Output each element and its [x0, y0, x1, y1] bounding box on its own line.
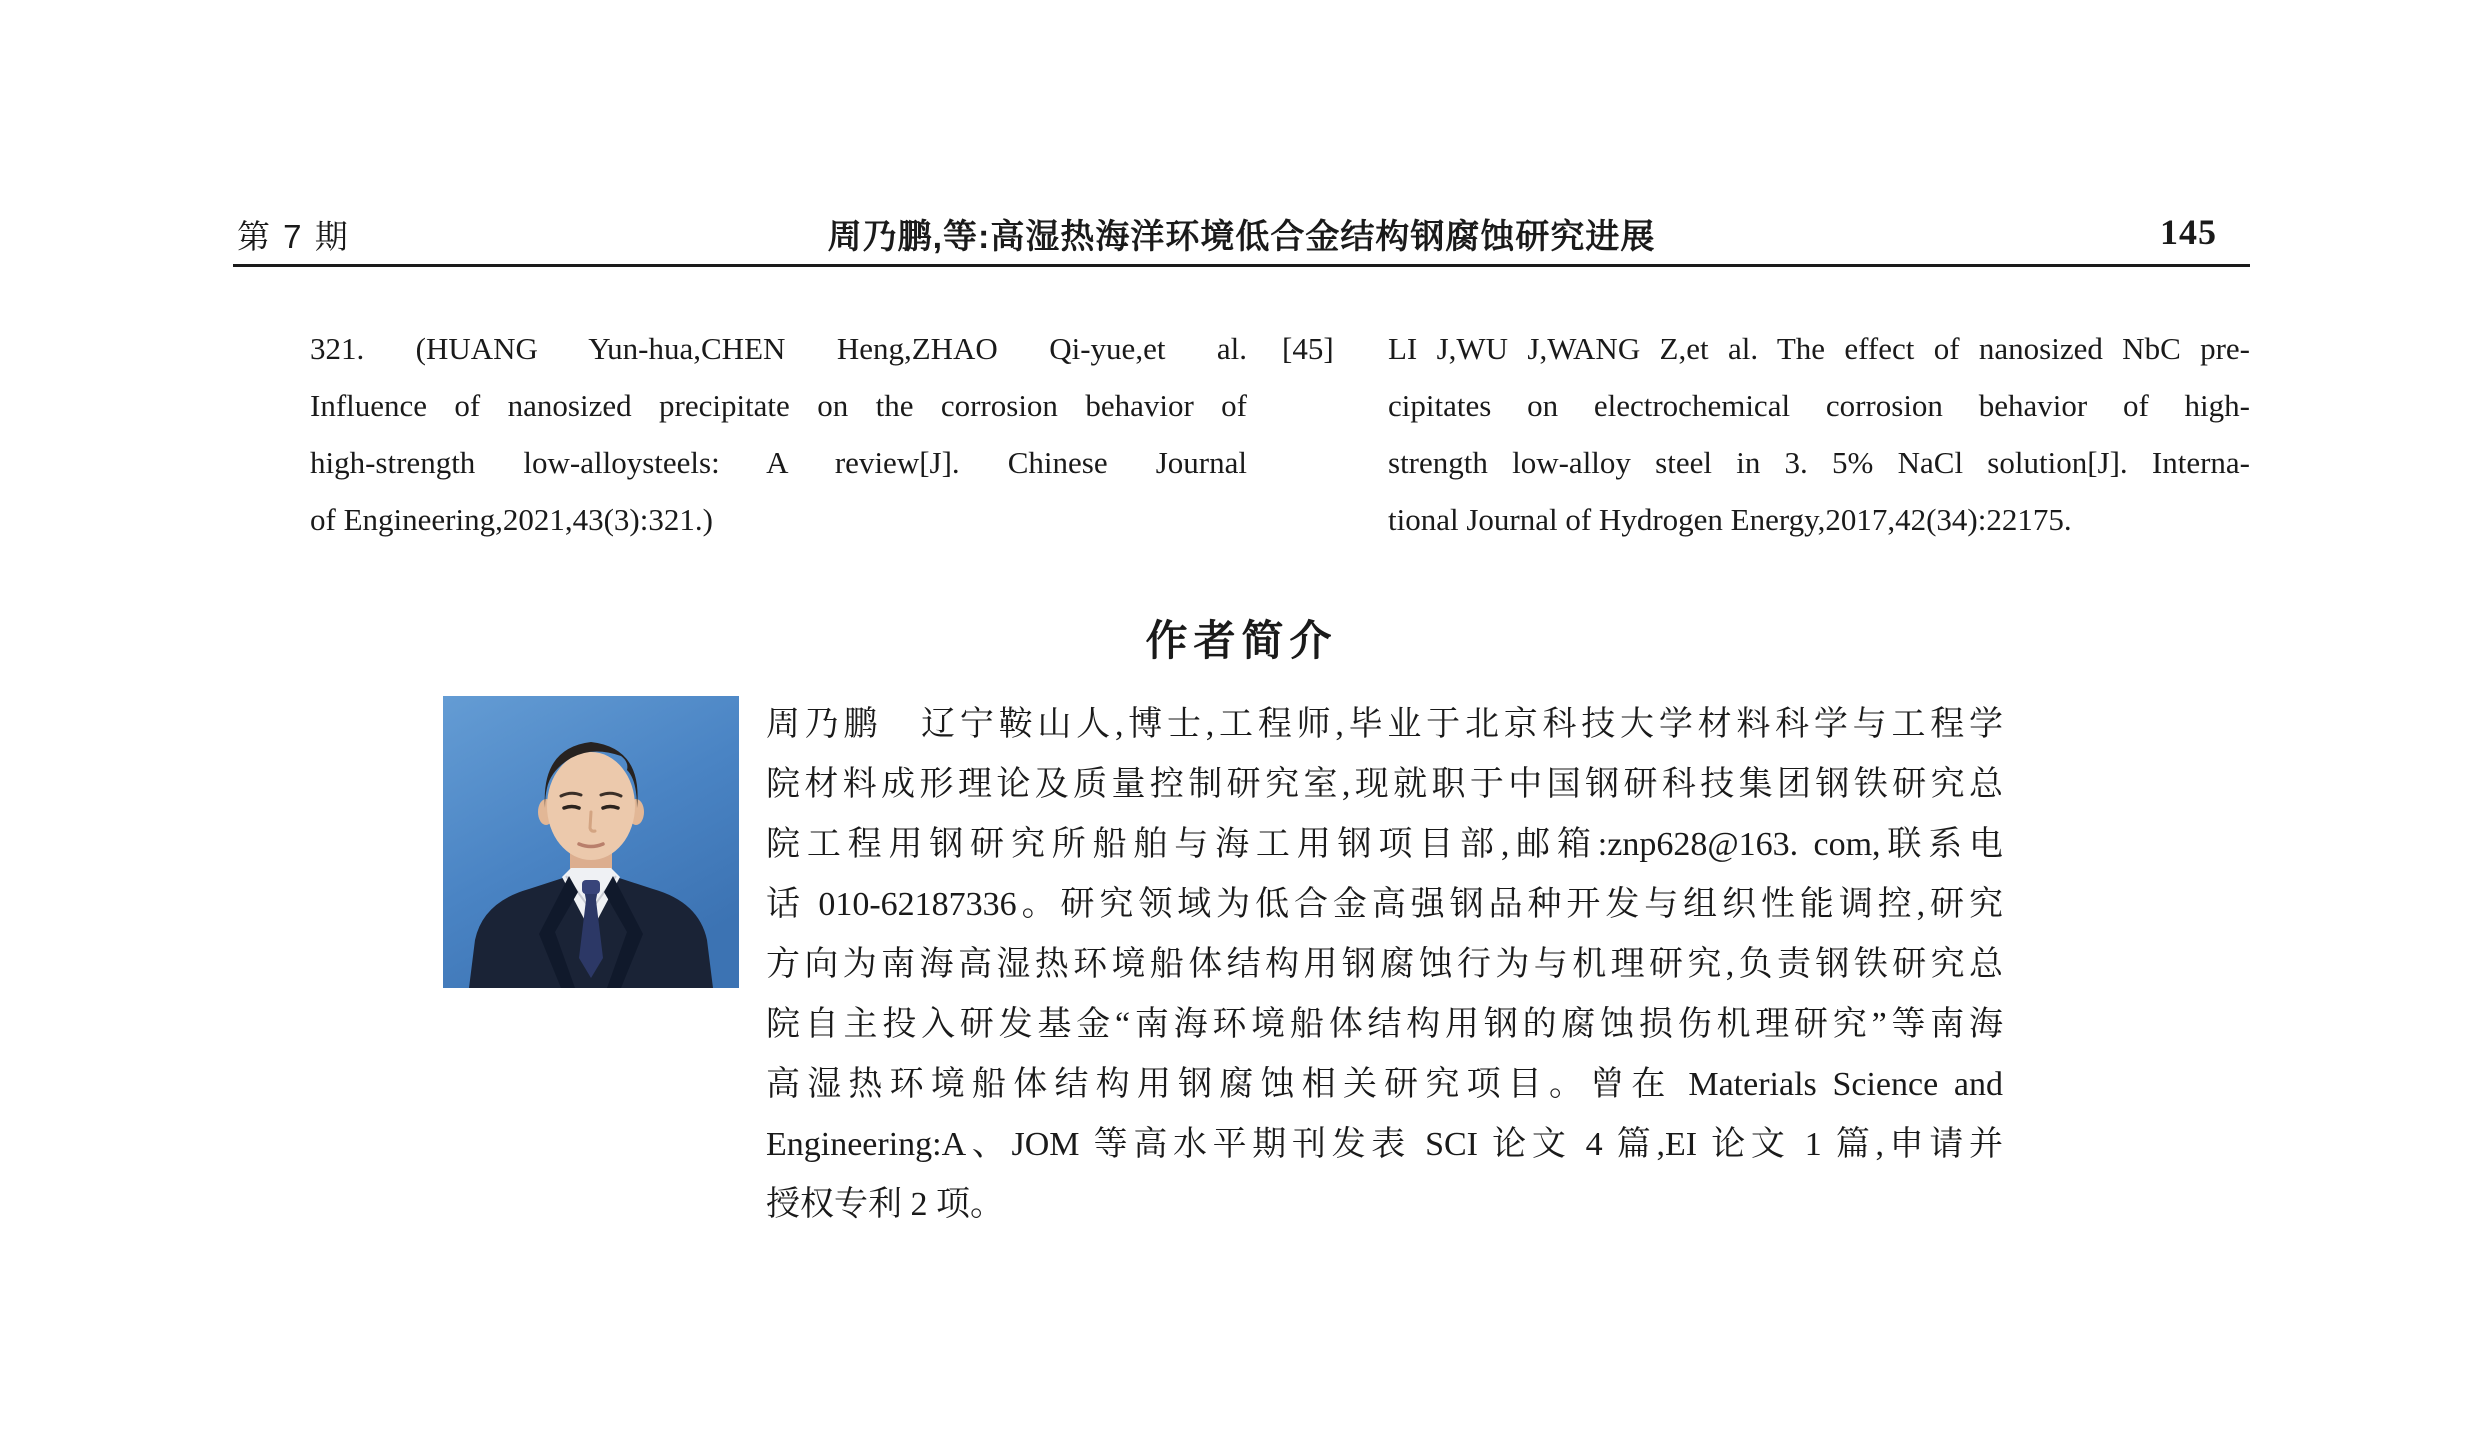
bio-line: 授权专利 2 项。 — [766, 1186, 1004, 1223]
bio-line: 高湿热环境船体结构用钢腐蚀相关研究项目。曾在 Materials Science and — [766, 1066, 2003, 1103]
reference-line: strength low-alloy steel in 3. 5% NaCl solution[J]. Interna- — [1388, 445, 2250, 480]
bio-line: 院自主投入研发基金“南海环境船体结构用钢的腐蚀损伤机理研究”等南海 — [766, 1006, 2003, 1043]
author-bio-title: 作者简介 — [1145, 617, 1338, 664]
bio-line: 院工程用钢研究所船舶与海工用钢项目部,邮箱:znp628@163. com,联系电 — [766, 826, 2003, 863]
reference-line: of Engineering,2021,43(3):321.) — [310, 502, 713, 537]
reference-line: cipitates on electrochemical corrosion behavior of high- — [1388, 388, 2250, 423]
page-number: 145 — [2160, 212, 2217, 252]
reference-line: high-strength low-alloysteels: A review[J]. Chinese Journal — [310, 445, 1247, 480]
reference-line: 321. (HUANG Yun-hua,CHEN Heng,ZHAO Qi-yue,et al. — [310, 331, 1247, 366]
running-title: 周乃鹏,等:高湿热海洋环境低合金结构钢腐蚀研究进展 — [827, 218, 1656, 256]
reference-line: Influence of nanosized precipitate on the corrosion behavior of — [310, 388, 1247, 423]
reference-marker: [45] — [1282, 331, 1334, 366]
bio-line: 方向为南海高湿热环境船体结构用钢腐蚀行为与机理研究,负责钢铁研究总 — [766, 946, 2003, 983]
reference-left-column — [310, 320, 1247, 548]
reference-line: tional Journal of Hydrogen Energy,2017,42(34):22175. — [1388, 502, 2072, 537]
reference-right-column — [1388, 320, 2250, 548]
bio-line: Engineering:A、JOM 等高水平期刊发表 SCI 论文 4 篇,EI 论文 1 篇,申请并 — [766, 1126, 2003, 1163]
tie-knot — [582, 880, 600, 894]
bio-line: 话 010-62187336。研究领域为低合金高强钢品种开发与组织性能调控,研究 — [766, 886, 2003, 923]
author-bio-text — [766, 695, 2003, 1235]
bio-line: 院材料成形理论及质量控制研究室,现就职于中国钢研科技集团钢铁研究总 — [766, 766, 2003, 803]
issue-label: 第 7 期 — [237, 218, 350, 255]
header-rule — [233, 264, 2250, 267]
reference-line: LI J,WU J,WANG Z,et al. The effect of nanosized NbC pre- — [1388, 331, 2250, 366]
person-face — [547, 752, 635, 860]
author-portrait-photo — [443, 696, 739, 988]
bio-line: 周乃鹏 辽宁鞍山人,博士,工程师,毕业于北京科技大学材料科学与工程学 — [766, 706, 2003, 743]
